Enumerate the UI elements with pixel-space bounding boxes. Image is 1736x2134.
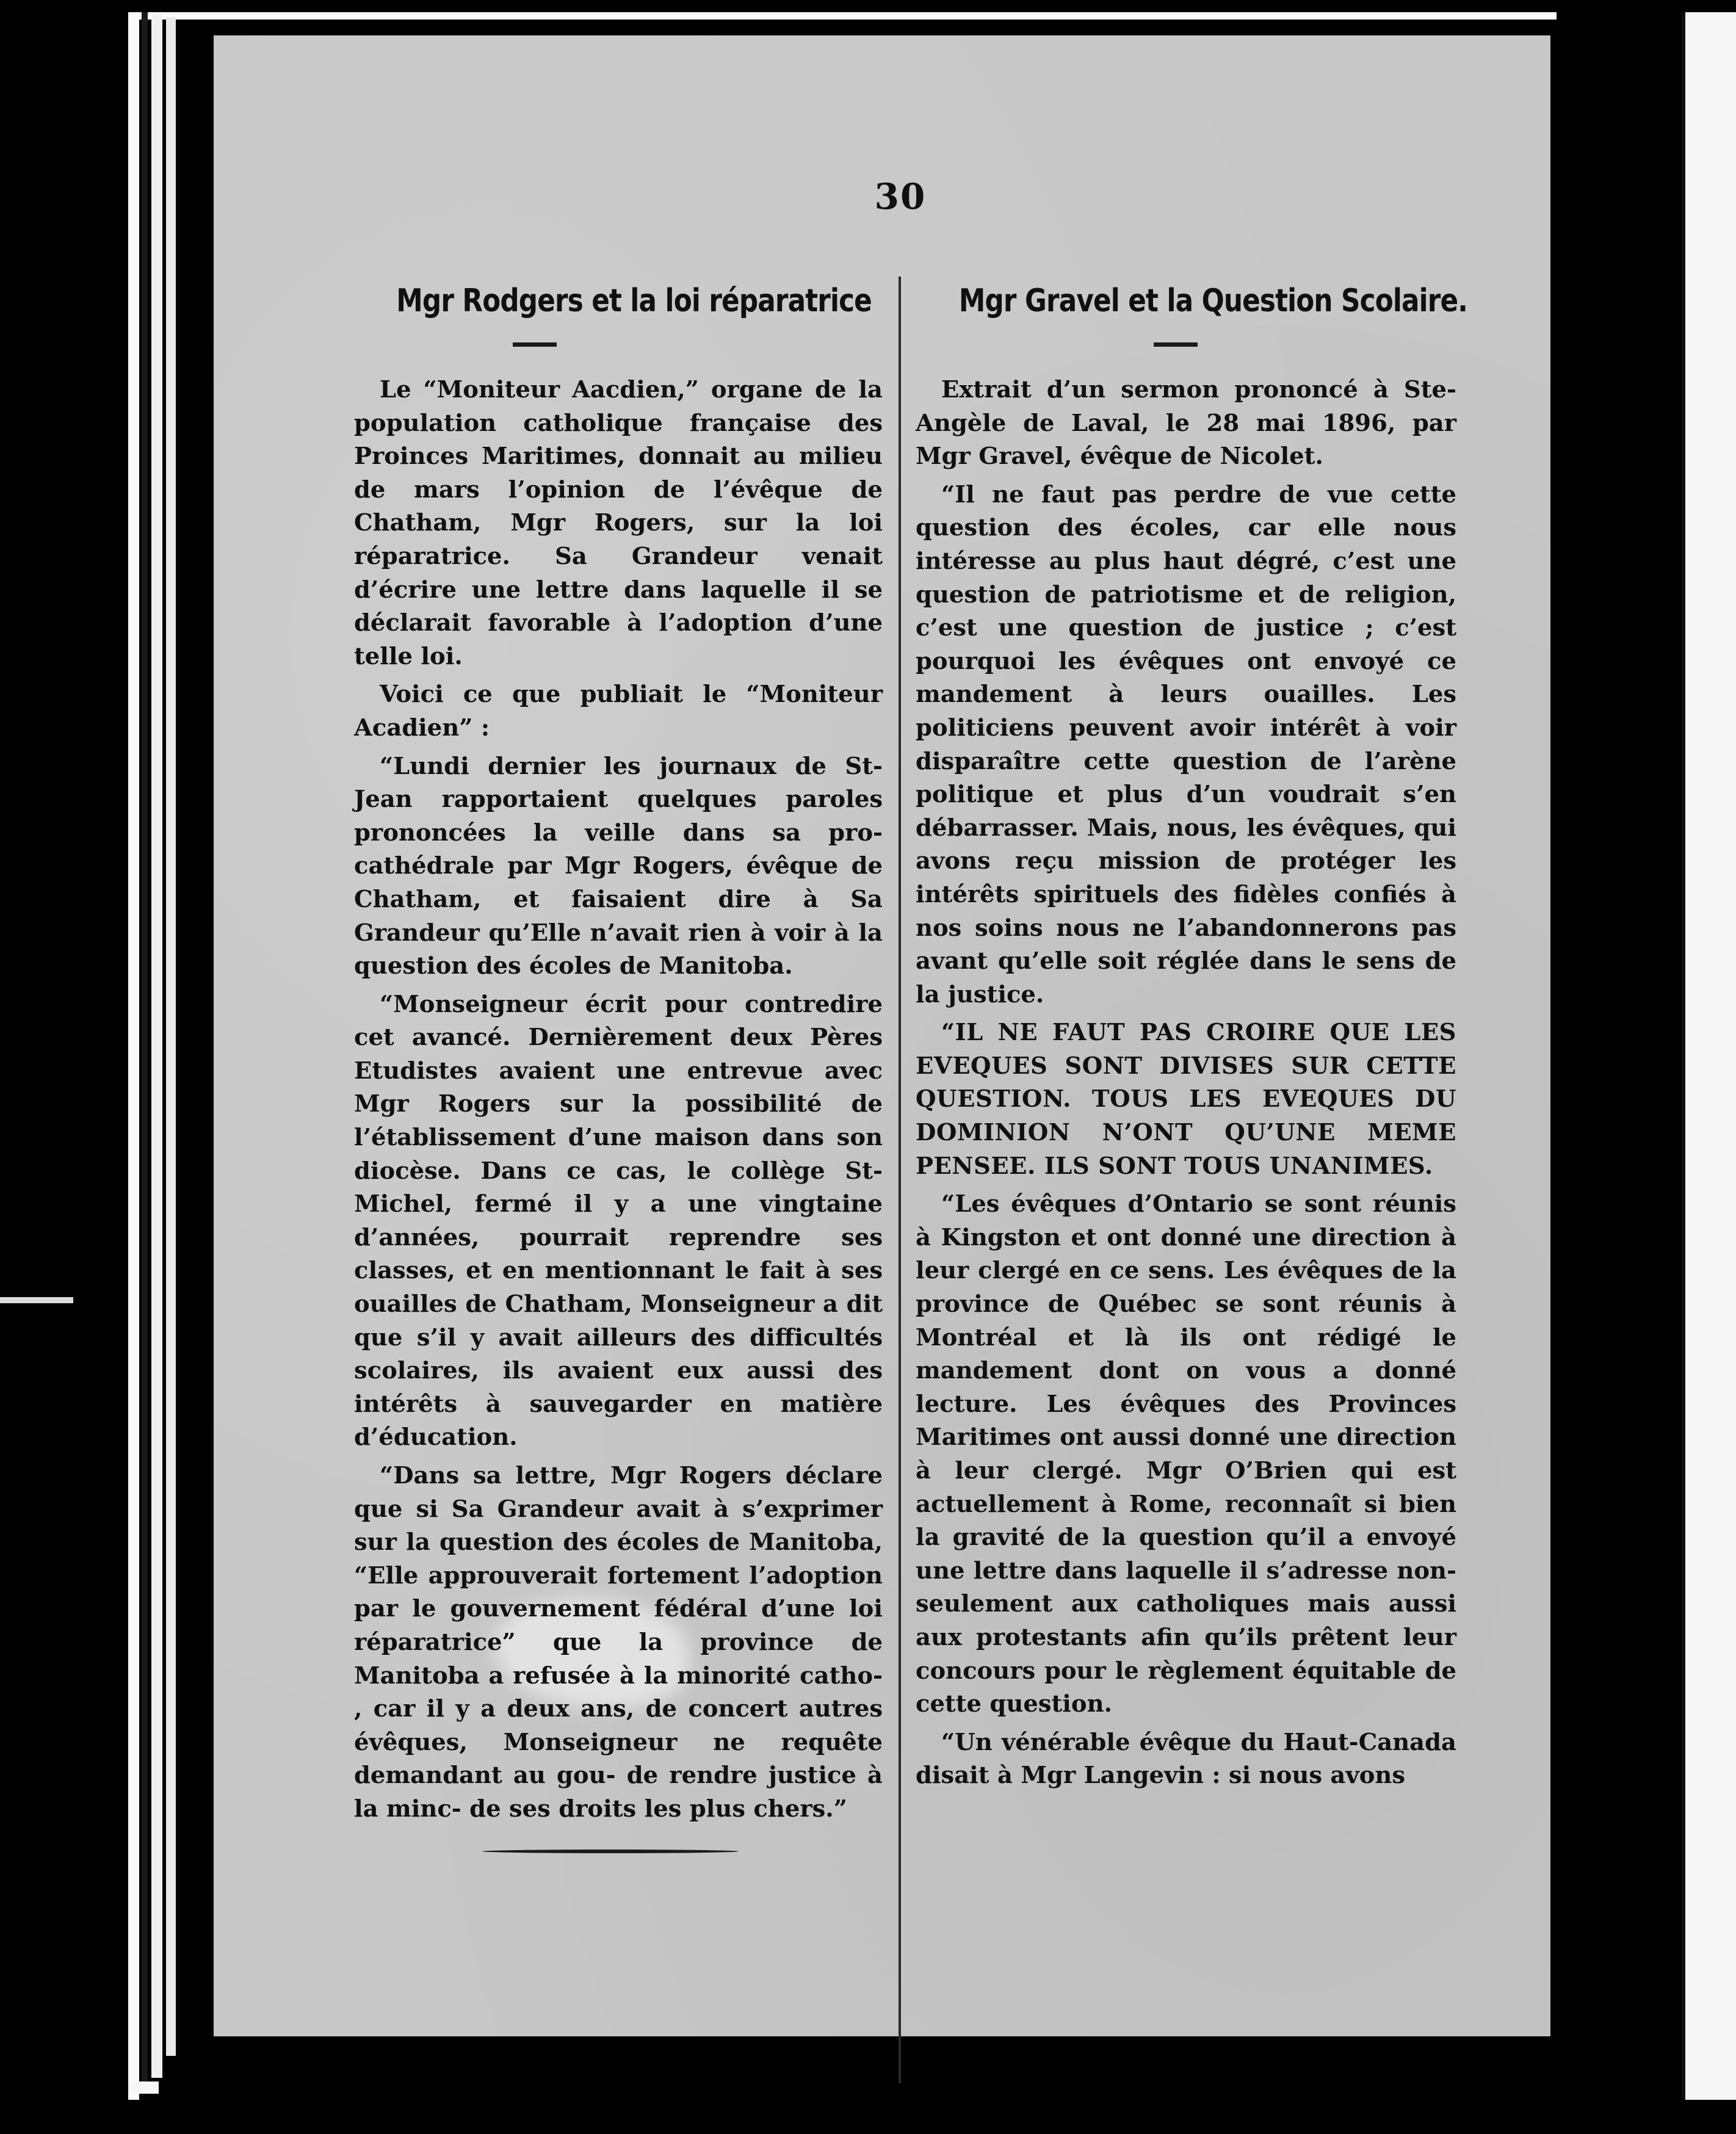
paragraph: “Monseigneur écrit pour contredire cet avancé. Dernièrement deux Pères Etudistes avaient une entrevue avec Mgr Rogers sur la possibilité de l’établissement d’une maison dans son diocèse. Dans ce cas, le collège St-Michel, fermé il y a une vingtaine d’années, pourrait reprendre ses classes, et en mentionnant le fait à ses ouailles de Chatham, Monseigneur a dit que s’il y avait ailleurs des difficultés scolaires, ils avaient eux aussi des intérêts à sauvegarder en matière d’éducation. [354, 990, 883, 1452]
title-rule [1154, 342, 1198, 347]
paragraph: “IL NE FAUT PAS CROIRE QUE LES EVEQUES SONT DIVISES SUR CETTE QUESTION. TOUS LES EVEQUES DU DOMINION N’ONT QU’UNE MEME PENSEE. ILS SONT TOUS UNANIMES. [916, 1019, 1456, 1180]
page-stack-gap [142, 12, 148, 2088]
paragraph: Le “Moniteur Aacdien,” organe de la population catholique française des Proinces Maritimes, donnait au milieu de mars l’opinion de l’évêque de Chatham, Mgr Rogers, sur la loi réparatrice. Sa Grandeur venait d’écrire une lettre dans laquelle il se déclarait favorable à l’adoption d’une telle loi. [354, 376, 883, 670]
scanned-page [214, 35, 1550, 2036]
column-divider [899, 277, 901, 2083]
page-stack-edge [128, 12, 139, 2100]
page-stack-edge [166, 17, 176, 2056]
page-stack-bottom-edge [128, 2082, 159, 2094]
left-column [354, 277, 883, 1853]
page-number: 30 [874, 176, 927, 217]
page-stack-top-edge [128, 12, 1557, 20]
paragraph: “Lundi dernier les journaux de St-Jean rapportaient quelques paroles prononcées la veille dans sa pro-cathédrale par Mgr Rogers, évêque de Chatham, et faisaient dire à Sa Grandeur qu’Elle n’avait rien à voir à la question des écoles de Manitoba. [354, 752, 883, 980]
article-title: Mgr Gravel et la Question Scolaire. [958, 283, 1468, 319]
paragraph: “Il ne faut pas perdre de vue cette question des écoles, car elle nous intéresse au plus haut dégré, c’est une question de patriotisme et de religion, c’est une question de justice ; c’est pourquoi les évêques ont envoyé ce mandement à leurs ouailles. Les politiciens peuvent avoir intérêt à voir disparaître cette question de l’arène politique et plus d’un voudrait s’en débarrasser. Mais, nous, les évêques, qui avons reçu mission de protéger les intérêts spirituels des fidèles confiés à nos soins nous ne l’abandonnerons pas avant qu’elle soit réglée dans le sens de la justice. [916, 480, 1456, 1008]
article-end-rule [482, 1850, 739, 1853]
paragraph: Voici ce que publiait le “Moniteur Acadien” : [354, 681, 883, 742]
facing-page-edge [1682, 12, 1736, 2100]
paragraph: “Dans sa lettre, Mgr Rogers déclare que si Sa Grandeur avait à s’exprimer sur la question des écoles de Manitoba, “Elle approuverait fortement l’adoption par le gouvernement fédéral d’une loi réparatrice” que la province de Manitoba a refusée à la minorité catho- , car il y a deux ans, de concert autres évêques, Monseigneur ne requête demandant au gou- de rendre justice à la minc- de ses droits les plus chers.” [354, 1462, 883, 1823]
right-column [916, 277, 1468, 1793]
article-title: Mgr Rodgers et la loi réparatrice [396, 283, 872, 319]
paragraph: Extrait d’un sermon prononcé à Ste-Angèle de Laval, le 28 mai 1896, par Mgr Gravel, évêque de Nicolet. [916, 376, 1456, 471]
page-stack-edge [151, 15, 162, 2078]
scan-artifact [0, 1297, 73, 1303]
paragraph: “Un vénérable évêque du Haut-Canada disait à Mgr Langevin : si nous avons [916, 1728, 1456, 1790]
paragraph: “Les évêques d’Ontario se sont réunis à Kingston et ont donné une direction à leur clergé en ce sens. Les évêques de la province de Québec se sont réunis à Montréal et là ils ont rédigé le mandement dont on vous a donné lecture. Les évêques des Provinces Maritimes ont aussi donné une direction à leur clergé. Mgr O’Brien qui est actuellement à Rome, reconnaît si bien la gravité de la question qu’il a envoyé une lettre dans laquelle il s’adresse non-seulement aux catholiques mais aussi aux protestants afin qu’ils prêtent leur concours pour le règlement équitable de cette question. [916, 1190, 1456, 1718]
title-rule [513, 342, 557, 347]
